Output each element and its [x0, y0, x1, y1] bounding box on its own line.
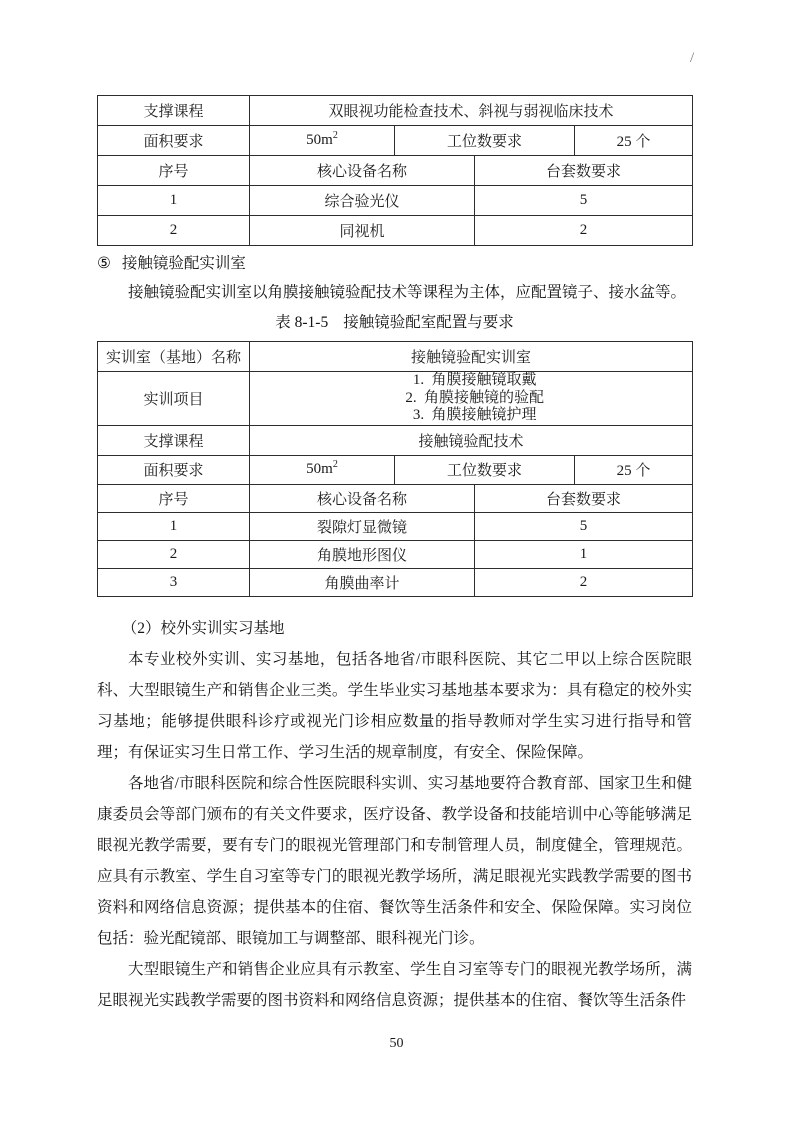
- equipment-qty: 2: [475, 568, 693, 596]
- support-course-label: 支撑课程: [98, 96, 250, 126]
- col-header-no: 序号: [98, 156, 250, 186]
- room-name-label: 实训室（基地）名称: [98, 342, 250, 372]
- section-5-heading: [97, 250, 692, 278]
- project-item: 3. 角膜接触镜护理: [412, 407, 537, 423]
- area-label: 面积要求: [98, 126, 250, 156]
- equipment-table-continued: [97, 95, 693, 246]
- support-course-label: 支撑课程: [98, 425, 250, 455]
- equipment-no: 3: [98, 568, 250, 596]
- section-2-heading: （2）校外实训实习基地: [121, 619, 285, 637]
- section-5-intro: 接触镜验配实训室以角膜接触镜验配技术等课程为主体，应配置镜子、接水盆等。: [128, 284, 687, 301]
- equipment-no: 2: [98, 216, 250, 246]
- table-row: [98, 425, 693, 455]
- page-number: 50: [389, 1036, 404, 1051]
- table-row: [98, 568, 693, 596]
- project-items: [250, 372, 693, 426]
- equipment-device: 同视机: [250, 216, 475, 246]
- equipment-device: 综合验光仪: [250, 186, 475, 216]
- section-5-number: ⑤: [97, 255, 111, 272]
- col-header-no: 序号: [98, 484, 250, 512]
- superscript: 2: [332, 130, 338, 141]
- table-row: [98, 342, 693, 372]
- equipment-qty: 1: [475, 540, 693, 568]
- col-header-device: 核心设备名称: [250, 156, 475, 186]
- col-header-qty: 台套数要求: [475, 484, 693, 512]
- area-value: $50m^2$: [250, 455, 395, 484]
- stations-label: 工位数要求: [395, 455, 575, 484]
- section-5-title: 接触镜验配实训室: [121, 255, 246, 272]
- table-8-1-5-caption: [97, 308, 692, 338]
- equipment-device: 角膜曲率计: [250, 568, 475, 596]
- caption-label: 表 8-1-5: [275, 314, 329, 331]
- table-header-row: [98, 156, 693, 186]
- table-row: [98, 96, 693, 126]
- body-paragraph: 大型眼镜生产和销售企业应具有示教室、学生自习室等专门的眼视光教学场所，满足眼视光实践教学需要的图书资料和网络信息资源；提供基本的住宿、餐饮等生活条件: [97, 960, 692, 1009]
- support-course-value: 双眼视功能检查技术、斜视与弱视临床技术: [250, 96, 693, 126]
- table-row: [98, 455, 693, 484]
- page-content: [97, 95, 692, 1016]
- stations-value: 25 个: [575, 455, 693, 484]
- body-paragraph: 各地省/市眼科医院和综合性医院眼科实训、实习基地要符合教育部、国家卫生和健康委员会等部门颁布的有关文件要求，医疗设备、教学设备和技能培训中心等能够满足眼视光教学需要，要有专门的眼视光管理部门和专制管理人员，制度健全，管理规范。应具有示教室、学生自习室等专门的眼视光教学场所，满足眼视光实践教学需要的图书资料和网络信息资源；提供基本的住宿、餐饮等生活条件和安全、保险保障。实习岗位包括：验光配镜部、眼镜加工与调整部、眼科视光门诊。: [97, 774, 692, 947]
- room-name-value: 接触镜验配实训室: [250, 342, 693, 372]
- equipment-device: 角膜地形图仪: [250, 540, 475, 568]
- equipment-no: 1: [98, 186, 250, 216]
- project-item: 2. 角膜接触镜的验配: [405, 389, 545, 406]
- area-value: $50m^2$: [250, 126, 395, 156]
- equipment-no: 2: [98, 540, 250, 568]
- col-header-qty: 台套数要求: [475, 156, 693, 186]
- caption-title: 接触镜验配室配置与要求: [343, 314, 514, 331]
- support-course-value: 接触镜验配技术: [250, 425, 693, 455]
- table-row: [98, 186, 693, 216]
- stations-value: 25 个: [575, 126, 693, 156]
- equipment-qty: 5: [475, 512, 693, 540]
- table-row: [98, 372, 693, 426]
- page-corner-mark: /: [690, 50, 695, 66]
- project-label: 实训项目: [98, 372, 250, 426]
- superscript: 2: [332, 459, 338, 470]
- table-8-1-5: [97, 341, 693, 597]
- table-row: [98, 216, 693, 246]
- equipment-no: 1: [98, 512, 250, 540]
- project-item: 1. 角膜接触镜取戴: [412, 372, 537, 388]
- col-header-device: 核心设备名称: [250, 484, 475, 512]
- equipment-qty: 5: [475, 186, 693, 216]
- stations-label: 工位数要求: [395, 126, 575, 156]
- table-row: [98, 512, 693, 540]
- equipment-qty: 2: [475, 216, 693, 246]
- body-paragraph: 本专业校外实训、实习基地，包括各地省/市眼科医院、其它二甲以上综合医院眼科、大型眼镜生产和销售企业三类。学生毕业实习基地基本要求为：具有稳定的校外实习基地；能够提供眼科诊疗或视光门诊相应数量的指导教师对学生实习进行指导和管理；有保证实习生日常工作、学习生活的规章制度，有安全、保险保障。: [97, 650, 692, 761]
- table-row: [98, 540, 693, 568]
- equipment-device: 裂隙灯显微镜: [250, 512, 475, 540]
- table-header-row: [98, 484, 693, 512]
- area-label: 面积要求: [98, 455, 250, 484]
- table-row: [98, 126, 693, 156]
